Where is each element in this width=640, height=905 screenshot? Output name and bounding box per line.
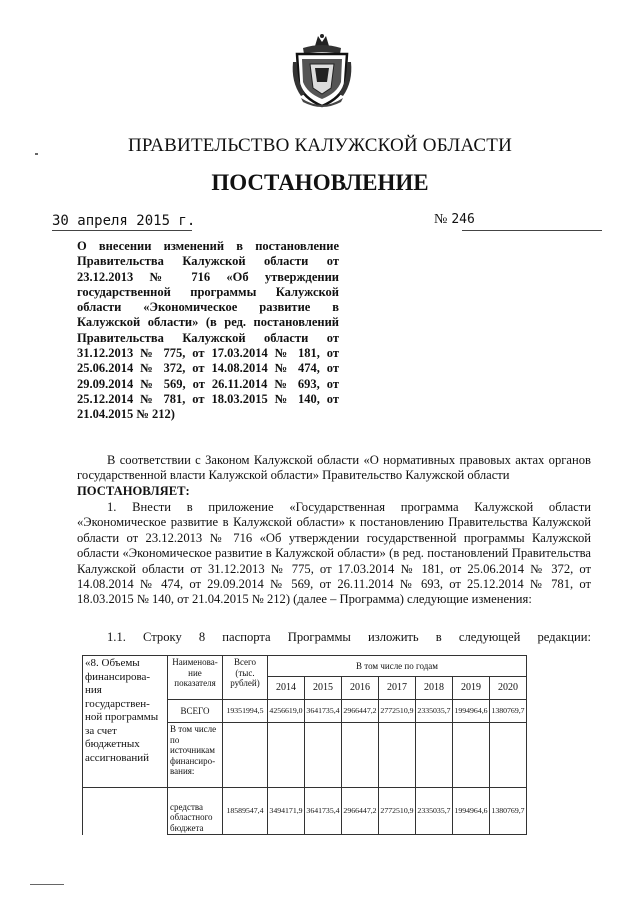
row-regional-value: 3494171,9 [268, 788, 305, 835]
financing-table [82, 655, 527, 835]
row-all-value: 4256619,0 [268, 700, 305, 723]
scan-artifact [30, 884, 64, 885]
row-regional-value: 1380769,7 [490, 788, 527, 835]
date-underline [52, 230, 192, 231]
empty-cell [453, 723, 490, 788]
year-header: 2016 [342, 677, 379, 700]
decides-heading: ПОСТАНОВЛЯЕТ: [77, 484, 190, 498]
empty-cell [223, 723, 268, 788]
table-header-row [83, 656, 527, 677]
preamble-paragraph: В соответствии с Законом Калужской области «О нормативных правовых актах органов государственной власти Калужской области» Правительство Калужской области [77, 453, 591, 483]
row-regional-value: 2772510,9 [379, 788, 416, 835]
row-all-value: 1994964,6 [453, 700, 490, 723]
empty-cell [268, 723, 305, 788]
empty-cell [490, 723, 527, 788]
year-header: 2015 [305, 677, 342, 700]
row-regional-label: средства областного бюджета [168, 788, 223, 835]
col-years-group-header: В том числе по годам [268, 656, 527, 677]
year-header: 2020 [490, 677, 527, 700]
row-regional-value: 1994964,6 [453, 788, 490, 835]
document-type-title: ПОСТАНОВЛЕНИЕ [211, 170, 429, 195]
empty-cell [342, 723, 379, 788]
number-label: № [434, 212, 448, 227]
year-header: 2017 [379, 677, 416, 700]
table-row [83, 788, 527, 835]
empty-cell [83, 788, 168, 835]
row-sources-label: В том числе по источникам финансиро-вания: [168, 723, 223, 788]
document-number [434, 212, 475, 228]
row-regional-total: 18589547,4 [223, 788, 268, 835]
row-all-value: 2772510,9 [379, 700, 416, 723]
item-1-paragraph: 1. Внести в приложение «Государственная программа Калужской области «Экономическое развитие в Калужской области» к постановлению Правительства Калужской области от 23.12.2013 № 716 «Об утверждении государственной программы Калужской области «Экономическое развитие в Калужской области» (в ред. постановлений Правительства Калужской области от 31.12.2013 № 775, от 17.03.2014 № 181, от 25.06.2014 № 372, от 14.08.2014 № 474, от 29.09.2014 № 569, от 26.11.2014 № 693, от 25.12.2014 № 781, от 18.03.2015 № 140, от 21.04.2015 № 212) (далее – Программа) следующие изменения: [77, 500, 591, 607]
row-regional-value: 3641735,4 [305, 788, 342, 835]
organization-title: ПРАВИТЕЛЬСТВО КАЛУЖСКОЙ ОБЛАСТИ [127, 135, 513, 156]
col-total-header: Всего (тыс. рублей) [223, 656, 268, 700]
empty-cell [305, 723, 342, 788]
row-all-value: 2966447,2 [342, 700, 379, 723]
coat-of-arms-emblem [291, 32, 353, 110]
year-header: 2019 [453, 677, 490, 700]
empty-cell [416, 723, 453, 788]
document-subject: О внесении изменений в постановление Правительства Калужской области от 23.12.2013 № 716 «Об утверждении государственной программы Калужской области «Экономическое развитие в Калужской области» (в ред. постановлений Правительства Калужской области от 31.12.2013 № 775, от 17.03.2014 № 181, от 25.06.2014 № 372, от 14.08.2014 № 474, от 29.09.2014 № 569, от 26.11.2014 № 693, от 25.12.2014 № 781, от 18.03.2015 № 140, от 21.04.2015 № 212) [77, 239, 339, 422]
empty-cell [379, 723, 416, 788]
year-header: 2014 [268, 677, 305, 700]
row-title-cell: «8. Объемы финансирова-ния государствен-ной программы за счет бюджетных ассигнований [83, 656, 168, 788]
row-all-label: ВСЕГО [168, 700, 223, 723]
row-all-value: 2335035,7 [416, 700, 453, 723]
number-value: 246 [451, 212, 475, 227]
row-all-value: 1380769,7 [490, 700, 527, 723]
row-all-total: 19351994,5 [223, 700, 268, 723]
row-regional-value: 2966447,2 [342, 788, 379, 835]
scan-artifact [35, 153, 38, 155]
year-header: 2018 [416, 677, 453, 700]
number-underline [462, 230, 602, 231]
document-date: 30 апреля 2015 г. [52, 213, 196, 229]
col-indicator-header: Наименова-ние показателя [168, 656, 223, 700]
row-regional-value: 2335035,7 [416, 788, 453, 835]
row-all-value: 3641735,4 [305, 700, 342, 723]
item-1-1-paragraph: 1.1. Строку 8 паспорта Программы изложить в следующей редакции: [107, 630, 591, 644]
